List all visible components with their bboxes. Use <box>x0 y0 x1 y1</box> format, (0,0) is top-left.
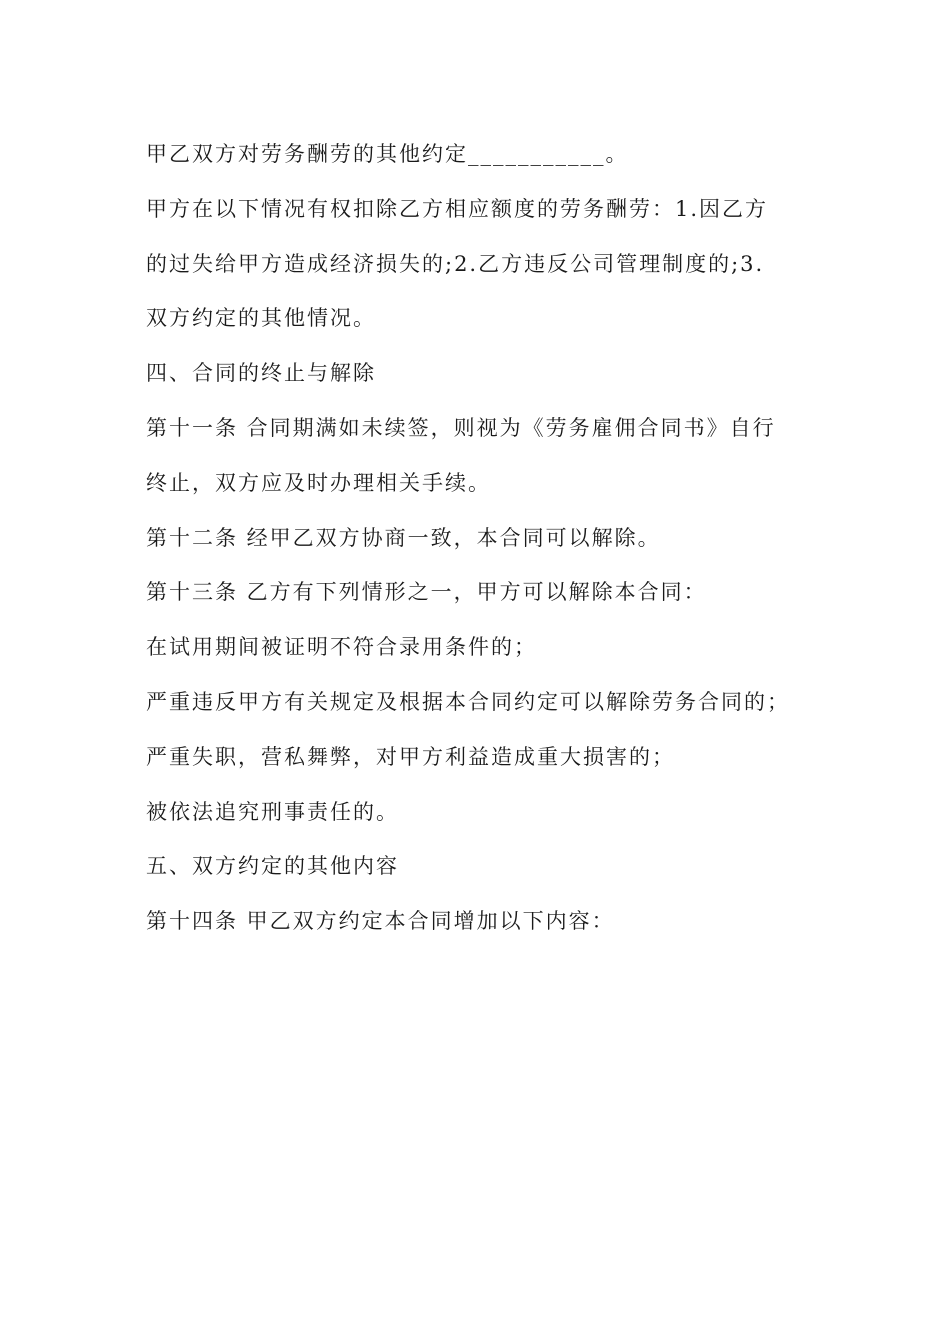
article-13-item-2: 严重违反甲方有关规定及根据本合同约定可以解除劳务合同的； <box>146 689 790 714</box>
document-body <box>146 127 816 949</box>
article-13: 第十三条 乙方有下列情形之一，甲方可以解除本合同： <box>146 580 707 605</box>
article-13-item-1: 在试用期间被证明不符合录用条件的； <box>146 635 537 660</box>
paragraph-deduction-conditions-line-3: 双方约定的其他情况。 <box>146 306 376 331</box>
section-heading-other-terms: 五、双方约定的其他内容 <box>146 854 399 879</box>
paragraph-deduction-conditions-line-1: 甲方在以下情况有权扣除乙方相应额度的劳务酬劳：1.因乙方 <box>146 196 769 221</box>
article-11-line-2: 终止，双方应及时办理相关手续。 <box>146 470 491 495</box>
article-11-line-1: 第十一条 合同期满如未续签，则视为《劳务雇佣合同书》自行 <box>146 415 776 440</box>
article-13-item-4: 被依法追究刑事责任的。 <box>146 799 399 824</box>
article-14: 第十四条 甲乙双方约定本合同增加以下内容： <box>146 909 615 934</box>
paragraph-other-remuneration-terms: 甲乙双方对劳务酬劳的其他约定___________。 <box>146 142 629 166</box>
section-heading-termination: 四、合同的终止与解除 <box>146 361 376 386</box>
paragraph-deduction-conditions-line-2: 的过失给甲方造成经济损失的;2.乙方违反公司管理制度的;3. <box>146 251 765 276</box>
article-13-item-3: 严重失职，营私舞弊，对甲方利益造成重大损害的； <box>146 744 675 769</box>
article-12: 第十二条 经甲乙双方协商一致，本合同可以解除。 <box>146 525 661 550</box>
